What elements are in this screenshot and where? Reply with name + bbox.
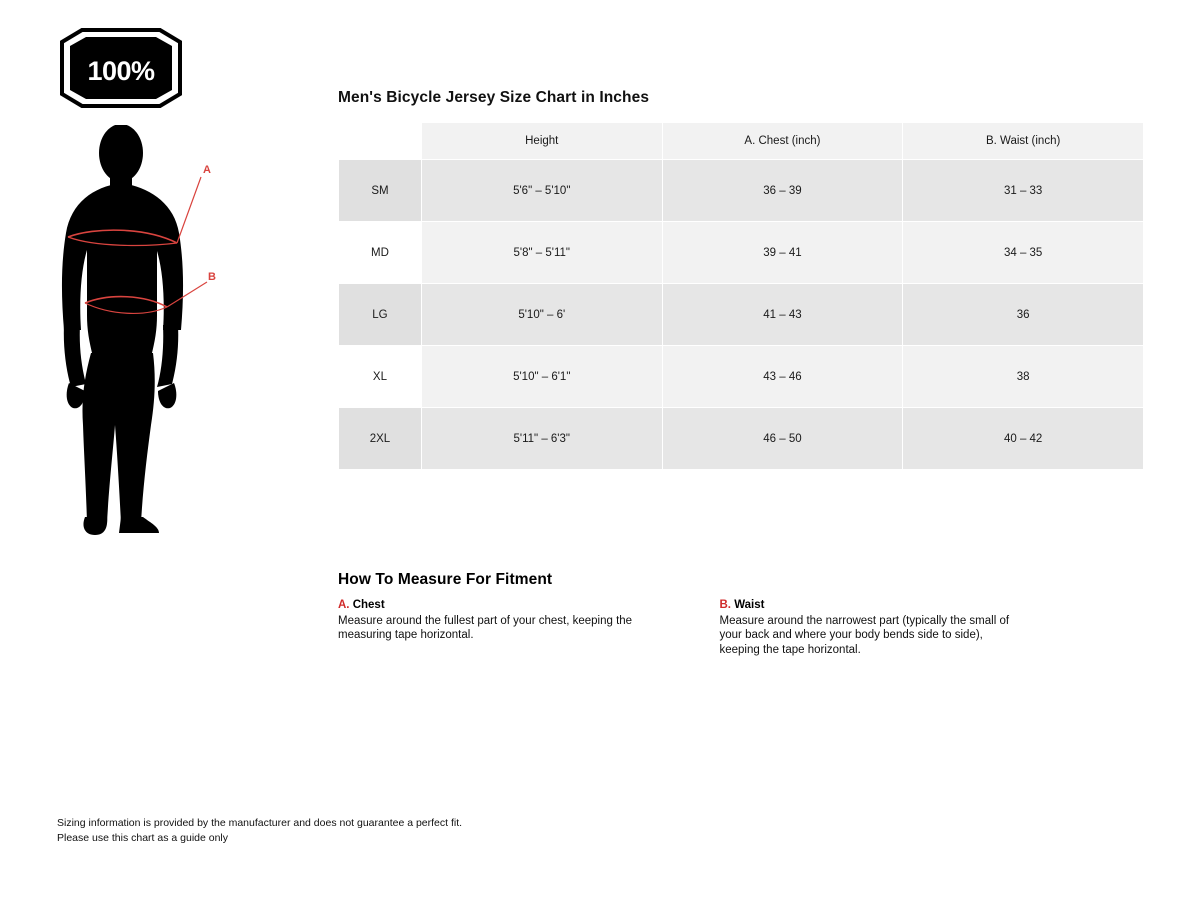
table-header-chest: A. Chest (inch) — [662, 123, 903, 160]
table-row — [339, 222, 1144, 284]
cell-waist: 34 – 35 — [903, 222, 1144, 284]
cell-height: 5'11" – 6'3" — [421, 408, 662, 470]
table-header-waist: B. Waist (inch) — [903, 123, 1144, 160]
table-row — [339, 160, 1144, 222]
figure-label-a: A — [203, 164, 211, 176]
table-header-height: Height — [421, 123, 662, 160]
measure-text-chest: Measure around the fullest part of your chest, keeping the measuring tape horizontal. — [338, 615, 633, 642]
table-header-row — [339, 123, 1144, 160]
cell-size: XL — [339, 346, 422, 408]
figure-label-b: B — [208, 271, 216, 283]
cell-chest: 43 – 46 — [662, 346, 903, 408]
cell-size: MD — [339, 222, 422, 284]
hundred-percent-logo — [60, 28, 182, 108]
measure-marker-a: A. — [338, 599, 350, 611]
measure-name-waist: Waist — [734, 599, 765, 611]
measure-text-waist: Measure around the narrowest part (typically the small of your back and where your body bends side to side), keeping the tape horizontal. — [719, 615, 1010, 656]
measure-item-waist-heading — [720, 599, 1099, 611]
cell-height: 5'10" – 6'1" — [421, 346, 662, 408]
disclaimer-line-2: Please use this chart as a guide only — [57, 832, 229, 845]
table-row — [339, 346, 1144, 408]
measure-item-chest — [338, 599, 720, 657]
table-row — [339, 408, 1144, 470]
cell-size: LG — [339, 284, 422, 346]
measure-item-waist — [720, 599, 1099, 657]
table-header-corner — [339, 123, 422, 160]
cell-chest: 41 – 43 — [662, 284, 903, 346]
cell-height: 5'6" – 5'10" — [421, 160, 662, 222]
svg-text:100%: 100% — [87, 56, 155, 86]
size-chart-table — [338, 122, 1144, 470]
body-measurement-figure — [55, 125, 285, 550]
measure-item-chest-heading — [338, 599, 720, 611]
cell-chest: 39 – 41 — [662, 222, 903, 284]
cell-chest: 36 – 39 — [662, 160, 903, 222]
cell-waist: 36 — [903, 284, 1144, 346]
page-title: Men's Bicycle Jersey Size Chart in Inches — [338, 89, 650, 106]
cell-waist: 38 — [903, 346, 1144, 408]
cell-height: 5'8" – 5'11" — [421, 222, 662, 284]
cell-chest: 46 – 50 — [662, 408, 903, 470]
cell-height: 5'10" – 6' — [421, 284, 662, 346]
disclaimer — [57, 816, 462, 846]
cell-waist: 40 – 42 — [903, 408, 1144, 470]
cell-waist: 31 – 33 — [903, 160, 1144, 222]
cell-size: 2XL — [339, 408, 422, 470]
how-to-measure-title: How To Measure For Fitment — [338, 571, 553, 588]
table-row — [339, 284, 1144, 346]
disclaimer-line-1: Sizing information is provided by the manufacturer and does not guarantee a perfect fit. — [57, 817, 463, 829]
how-to-measure-section — [338, 571, 1098, 657]
cell-size: SM — [339, 160, 422, 222]
measure-name-chest: Chest — [352, 599, 385, 611]
measure-marker-b: B. — [719, 599, 731, 611]
